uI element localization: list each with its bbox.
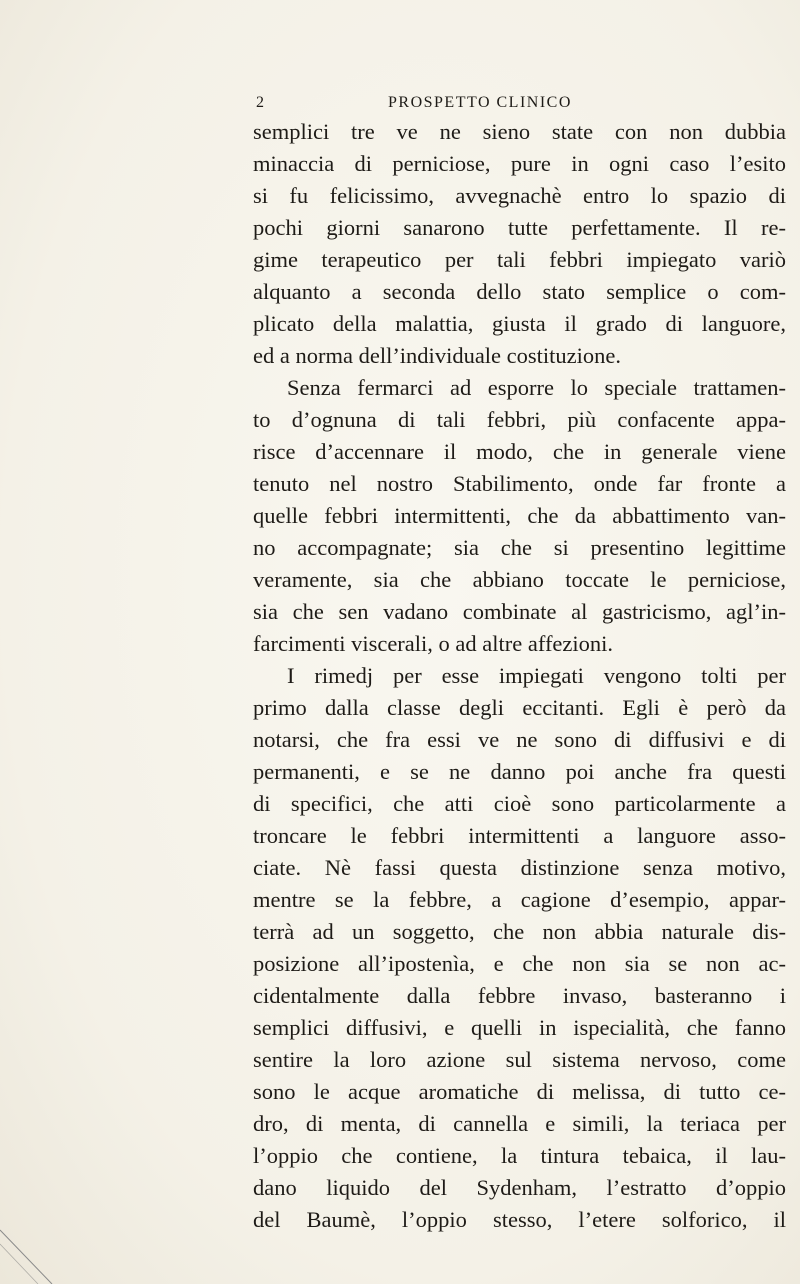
text-line: dano liquido del Sydenham, l’estratto d’oppio xyxy=(253,1175,786,1200)
text-line: I rimedj per esse impiegati vengono tolti per xyxy=(287,663,786,688)
page-number: 2 xyxy=(256,94,266,111)
text-line: farcimenti viscerali, o ad altre affezioni. xyxy=(253,631,614,656)
text-line: veramente, sia che abbiano toccate le perniciose, xyxy=(253,567,786,592)
text-line: permanenti, e se ne danno poi anche fra questi xyxy=(253,759,786,784)
text-line: terrà ad un soggetto, che non abbia naturale dis- xyxy=(253,919,786,944)
text-line: mentre se la febbre, a cagione d’esempio, appar- xyxy=(253,887,786,912)
text-line: si fu felicissimo, avvegnachè entro lo spazio di xyxy=(253,183,786,208)
text-line: posizione all’ipostenìa, e che non sia se non ac- xyxy=(253,951,786,976)
text-line: notarsi, che fra essi ve ne sono di diffusivi e di xyxy=(253,727,786,752)
text-line: risce d’accennare il modo, che in generale viene xyxy=(253,439,786,464)
text-line: alquanto a seconda dello stato semplice o com- xyxy=(253,279,786,304)
text-line: to d’ognuna di tali febbri, più confacente appa- xyxy=(253,407,786,432)
text-line: minaccia di perniciose, pure in ogni caso l’esito xyxy=(253,151,786,176)
text-line: Senza fermarci ad esporre lo speciale trattamen- xyxy=(287,375,786,400)
text-line: semplici tre ve ne sieno state con non dubbia xyxy=(253,119,786,144)
text-line: tenuto nel nostro Stabilimento, onde far fronte a xyxy=(253,471,786,496)
text-line: ed a norma dell’individuale costituzione. xyxy=(253,343,622,368)
body-text xyxy=(253,116,786,1236)
running-head: PROSPETTO CLINICO xyxy=(388,94,572,111)
text-line: semplici diffusivi, e quelli in ispecialità, che fanno xyxy=(253,1015,786,1040)
text-line: ciate. Nè fassi questa distinzione senza motivo, xyxy=(253,855,786,880)
text-line: primo dalla classe degli eccitanti. Egli è però da xyxy=(253,695,786,720)
page-corner-crease xyxy=(0,1224,60,1284)
text-line: quelle febbri intermittenti, che da abbattimento van- xyxy=(253,503,786,528)
text-line: no accompagnate; sia che si presentino legittime xyxy=(253,535,786,560)
text-line: pochi giorni sanarono tutte perfettamente. Il re- xyxy=(253,215,786,240)
text-line: dro, di menta, di cannella e simili, la teriaca per xyxy=(253,1111,786,1136)
text-line: sia che sen vadano combinate al gastricismo, agl’in- xyxy=(253,599,786,624)
text-line: del Baumè, l’oppio stesso, l’etere solforico, il xyxy=(253,1207,786,1232)
text-line: plicato della malattia, giusta il grado di languore, xyxy=(253,311,786,336)
text-line: troncare le febbri intermittenti a languore asso- xyxy=(253,823,786,848)
text-line: sentire la loro azione sul sistema nervoso, come xyxy=(253,1047,786,1072)
text-line: sono le acque aromatiche di melissa, di tutto ce- xyxy=(253,1079,786,1104)
text-line: l’oppio che contiene, la tintura tebaica, il lau- xyxy=(253,1143,786,1168)
text-line: gime terapeutico per tali febbri impiegato variò xyxy=(253,247,786,272)
text-line: cidentalmente dalla febbre invaso, basteranno i xyxy=(253,983,786,1008)
text-line: di specifici, che atti cioè sono particolarmente a xyxy=(253,791,786,816)
page-header xyxy=(248,94,648,118)
